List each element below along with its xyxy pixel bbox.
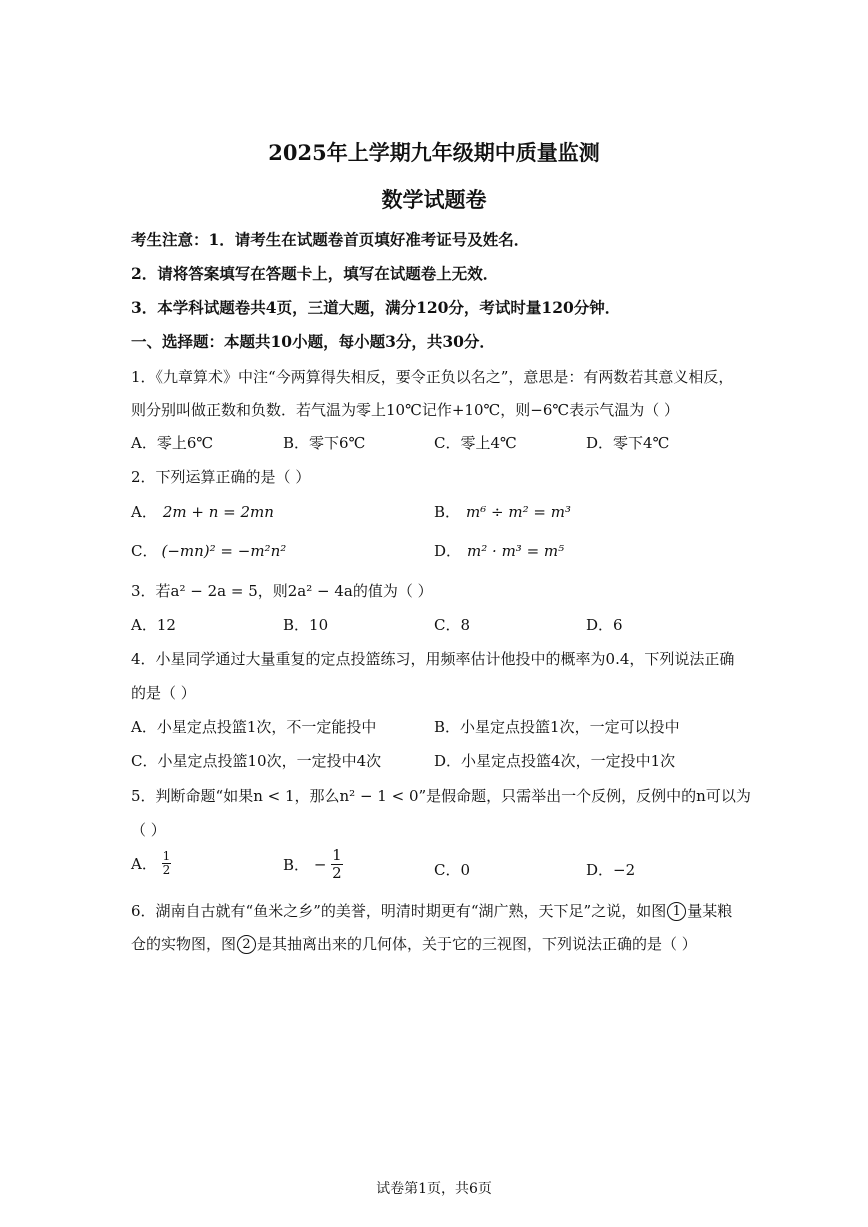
q4-option-a: A．小星定点投篮1次，不一定能投中 [131,718,377,736]
q2-option-d-expr: m² · m³ = m⁵ [467,542,565,560]
q2-option-c-expr: (−mn)² = −m²n² [161,542,287,560]
q6-stem-line-1 [131,900,732,921]
q6-line-2-text: 仓的实物图，图 [131,935,237,953]
q5-option-a-label: A． [131,855,157,873]
q1-option-d: D．零下4℃ [586,434,670,452]
q2-stem: 2．下列运算正确的是（ ） [131,468,311,486]
q4-option-d: D．小星定点投篮4次，一定投中1次 [434,752,676,770]
q2-option-a [131,501,274,522]
q5-option-a-fraction [162,850,172,877]
q6-line-1-text: 6．湖南自古就有“鱼米之乡”的美誉，明清时期更有“湖广熟，天下足”之说，如图 [131,902,667,920]
q2-option-b-expr: m⁶ ÷ m² = m³ [466,503,571,521]
q3-option-c: C．8 [434,616,471,634]
circled-number-2: 2 [237,935,256,954]
q2-option-b-label: B． [434,503,461,521]
q4-option-c: C．小星定点投篮10次，一定投中4次 [131,752,382,770]
section-heading: 一、选择题：本题共10小题，每小题3分，共30分． [131,332,495,351]
q1-option-c: C．零上4℃ [434,434,517,452]
q1-option-a: A．零上6℃ [131,434,214,452]
q5-option-a [131,850,171,877]
q2-option-c-label: C． [131,542,158,560]
exam-subtitle: 数学试题卷 [381,187,487,212]
q3-option-d: D．6 [586,616,623,634]
fraction-denominator: 2 [162,863,171,877]
q3-stem: 3．若a² − 2a = 5，则2a² − 4a的值为（ ） [131,582,433,600]
q1-stem-line-1: 1．《九章算术》中注“今两算得失相反，要令正负以名之”，意思是：有两数若其意义相反， [131,368,734,386]
q5-option-b-label: B． [283,856,310,874]
exam-title: 2025年上学期九年级期中质量监测 [268,140,600,165]
q5-option-b-sign: − [313,855,327,874]
q2-option-d-label: D． [434,542,462,560]
q2-option-c [131,540,286,561]
q4-stem-line-1: 4．小星同学通过大量重复的定点投篮练习，用频率估计他投中的概率为0.4，下列说法正确 [131,650,735,668]
fraction-denominator: 2 [332,864,342,882]
fraction-numerator: 1 [162,849,171,863]
q4-stem-line-2: 的是（ ） [131,684,196,702]
q5-option-c: C．0 [434,861,471,879]
notice-line-1: 考生注意：1．请考生在试题卷首页填好准考证号及姓名． [131,230,530,249]
q2-option-a-label: A． [131,503,157,521]
q5-option-d: D．−2 [586,861,636,879]
q1-stem-line-2: 则分别叫做正数和负数．若气温为零上10℃记作+10℃，则−6℃表示气温为（ ） [131,401,679,419]
q5-option-b [283,847,343,882]
q2-option-a-expr: 2m + n = 2mn [162,503,274,521]
q3-option-b: B．10 [283,616,329,634]
notice-line-2: 2．请将答案填写在答题卡上，填写在试题卷上无效． [131,264,499,283]
circled-number-1: 1 [667,902,686,921]
q3-option-a: A．12 [131,616,176,634]
q5-option-b-fraction [331,847,343,882]
notice-line-3: 3．本学科试题卷共4页，三道大题，满分120分，考试时量120分钟． [131,298,621,317]
q4-option-b: B．小星定点投篮1次，一定可以投中 [434,718,680,736]
q6-line-2-tail: 是其抽离出来的几何体，关于它的三视图，下列说法正确的是（ ） [257,935,697,953]
q5-stem-line-2: （ ） [131,821,166,839]
q2-option-d [434,540,564,561]
q5-stem-line-1: 5．判断命题“如果n < 1，那么n² − 1 < 0”是假命题，只需举出一个反例，反例中的n可以为 [131,787,751,805]
q6-line-1-tail: 量某粮 [687,902,733,920]
q6-stem-line-2 [131,933,697,954]
page-footer: 试卷第1页，共6页 [376,1181,492,1197]
q2-option-b [434,501,571,522]
q1-option-b: B．零下6℃ [283,434,366,452]
fraction-numerator: 1 [332,846,342,864]
